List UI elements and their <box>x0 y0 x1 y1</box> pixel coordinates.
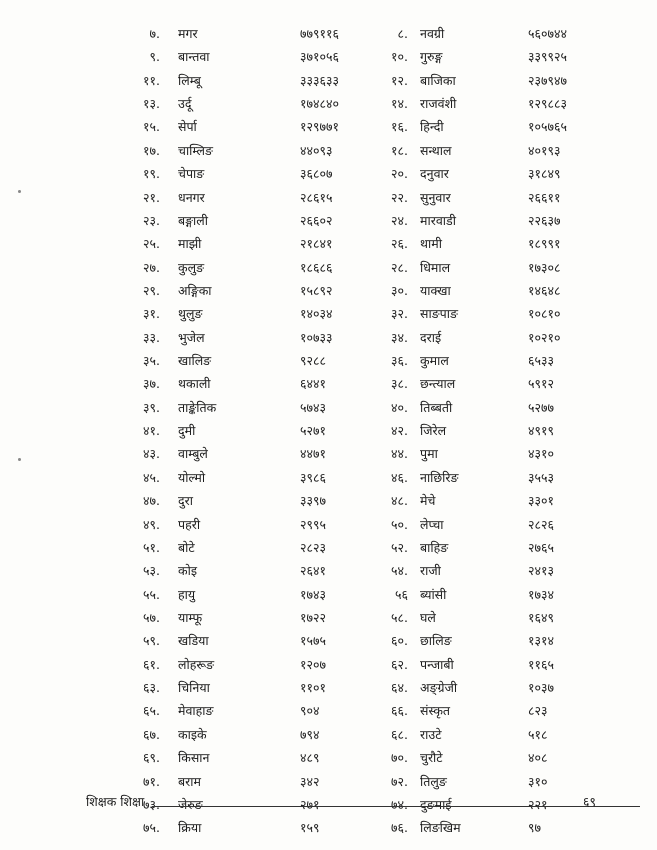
speaker-count-right: ३३०१ <box>528 493 555 509</box>
language-name-left: चिनिया <box>178 680 210 696</box>
serial-number-left: ६३. <box>143 680 160 696</box>
language-name-right: हिन्दी <box>420 119 444 135</box>
speaker-count-left: १४०३४ <box>300 306 333 322</box>
serial-number-left: ३५. <box>143 353 160 369</box>
language-name-right: घले <box>420 609 436 625</box>
serial-number-right: १८. <box>391 142 408 158</box>
language-name-left: काइके <box>178 726 207 742</box>
speaker-count-left: ३३९७ <box>300 493 327 509</box>
serial-number-left: ५३. <box>143 563 160 579</box>
speaker-count-left: ४४०९३ <box>300 142 333 158</box>
serial-number-right: २६. <box>391 236 408 252</box>
serial-number-right: ६०. <box>391 633 408 649</box>
language-name-right: बाजिका <box>420 72 456 88</box>
serial-number-left: ४७. <box>143 493 160 509</box>
language-name-left: थकाली <box>178 376 211 392</box>
language-name-left: मगर <box>178 26 198 41</box>
speaker-count-right: ६५३३ <box>528 353 555 369</box>
speaker-count-right: १०५७६५ <box>528 119 568 135</box>
table-row <box>0 256 657 279</box>
table-row <box>0 653 657 676</box>
language-name-left: हायु <box>178 586 196 602</box>
table-row <box>0 372 657 395</box>
serial-number-right: १०. <box>391 49 408 65</box>
table-row <box>0 45 657 68</box>
language-name-left: क्रिया <box>178 820 202 836</box>
speaker-count-left: १२९७७१ <box>300 119 340 135</box>
serial-number-left: ३१. <box>143 306 160 322</box>
serial-number-left: ७५. <box>143 820 160 836</box>
speaker-count-left: १५७५ <box>300 633 327 649</box>
language-name-right: गुरुङ्ग <box>420 49 443 65</box>
speaker-count-left: ९०४ <box>300 703 320 719</box>
speaker-count-right: ४३१० <box>528 446 555 462</box>
language-name-right: तिलुङ <box>420 773 447 789</box>
scan-speck <box>18 190 21 193</box>
speaker-count-left: १२०७ <box>300 656 327 672</box>
serial-number-left: ४९. <box>143 516 160 532</box>
language-name-right: दुङमाई <box>420 796 452 812</box>
language-name-right: धिमाल <box>420 259 451 275</box>
speaker-count-left: ७९४ <box>300 726 320 742</box>
speaker-count-left: १८६८६ <box>300 259 333 275</box>
table-row <box>0 326 657 349</box>
speaker-count-right: १७३४ <box>528 586 555 602</box>
table-row <box>0 583 657 606</box>
speaker-count-right: ५९१२ <box>528 376 555 392</box>
serial-number-left: ७. <box>149 26 160 41</box>
language-name-left: योल्मो <box>178 469 206 485</box>
language-name-left: बङ्गाली <box>178 212 209 228</box>
speaker-count-right: ५६०७४४ <box>528 26 568 41</box>
language-name-right: याक्खा <box>420 282 451 298</box>
speaker-count-left: १७२२ <box>300 609 327 625</box>
serial-number-left: ६७. <box>143 726 160 742</box>
serial-number-right: ३६. <box>391 353 408 369</box>
speaker-count-right: ४०१९३ <box>528 142 561 158</box>
speaker-count-left: ६४४१ <box>300 376 327 392</box>
speaker-count-right: १८९९१ <box>528 236 561 252</box>
language-name-right: लेप्चा <box>420 516 444 532</box>
serial-number-left: ५१. <box>143 539 160 555</box>
serial-number-right: ५८. <box>391 609 408 625</box>
language-name-left: धनगर <box>178 189 205 205</box>
speaker-count-right: २२६३७ <box>528 212 561 228</box>
serial-number-left: ५५. <box>143 586 160 602</box>
speaker-count-right: १६४९ <box>528 609 555 625</box>
language-name-right: साङपाङ <box>420 306 458 322</box>
speaker-count-left: ११०१ <box>300 680 327 696</box>
language-speakers-table <box>0 22 657 840</box>
serial-number-right: ६२. <box>391 656 408 672</box>
language-name-right: लिङखिम <box>420 820 461 836</box>
serial-number-right: ८. <box>397 26 408 41</box>
speaker-count-left: २८६१५ <box>300 189 333 205</box>
serial-number-right: १४. <box>391 96 408 112</box>
serial-number-left: ४५. <box>143 469 160 485</box>
serial-number-right: ४६. <box>391 469 408 485</box>
serial-number-right: ५६ <box>394 586 408 602</box>
speaker-count-left: ३४२ <box>300 773 320 789</box>
speaker-count-right: ५२७७ <box>528 399 555 415</box>
language-name-left: बराम <box>178 773 201 789</box>
serial-number-right: १२. <box>391 72 408 88</box>
serial-number-left: ५७. <box>143 609 160 625</box>
language-name-right: सुनुवार <box>420 189 451 205</box>
language-name-right: दनुवार <box>420 166 449 182</box>
language-name-right: राउटे <box>420 726 442 742</box>
language-name-left: बोटे <box>178 539 195 555</box>
serial-number-right: ४८. <box>391 493 408 509</box>
serial-number-right: ७६. <box>391 820 408 836</box>
language-name-left: कुलुङ <box>178 259 205 275</box>
speaker-count-right: १०८१० <box>528 306 561 322</box>
table-row <box>0 513 657 536</box>
serial-number-left: ६५. <box>143 703 160 719</box>
language-name-left: किसान <box>178 750 210 766</box>
language-name-right: राजवंशी <box>420 96 457 112</box>
serial-number-right: ७४. <box>391 796 408 812</box>
serial-number-left: २९. <box>143 282 160 298</box>
speaker-count-left: १७४८४० <box>300 96 340 112</box>
speaker-count-right: ९७ <box>528 820 542 836</box>
serial-number-left: २७. <box>143 259 160 275</box>
table-row <box>0 442 657 465</box>
table-row <box>0 699 657 722</box>
speaker-count-left: ४८९ <box>300 750 320 766</box>
speaker-count-left: ३९८६ <box>300 469 327 485</box>
table-row <box>0 723 657 746</box>
speaker-count-left: ४४७१ <box>300 446 327 462</box>
language-name-left: बान्तवा <box>178 49 210 65</box>
table-row <box>0 139 657 162</box>
speaker-count-right: १०३७ <box>528 680 555 696</box>
language-name-left: चेपाङ <box>178 166 205 182</box>
language-name-left: कोइ <box>178 563 197 579</box>
language-name-right: छालिङ <box>420 633 452 649</box>
serial-number-right: २४. <box>391 212 408 228</box>
language-name-right: पुमा <box>420 446 438 462</box>
speaker-count-right: ८२३ <box>528 703 548 719</box>
speaker-count-right: ३५५३ <box>528 469 555 485</box>
speaker-count-left: ३६८०७ <box>300 166 333 182</box>
language-name-right: थामी <box>420 236 442 252</box>
language-name-left: पहरी <box>178 516 201 532</box>
serial-number-left: ७३. <box>143 796 160 812</box>
language-name-right: नाछिरिङ <box>420 469 459 485</box>
table-row <box>0 559 657 582</box>
table-row <box>0 606 657 629</box>
speaker-count-right: २७६५ <box>528 539 555 555</box>
serial-number-left: २१. <box>143 189 160 205</box>
speaker-count-right: ५१८ <box>528 726 548 742</box>
serial-number-right: ३८. <box>391 376 408 392</box>
serial-number-right: ३४. <box>391 329 408 345</box>
scan-speck <box>18 458 21 461</box>
table-row <box>0 746 657 769</box>
speaker-count-left: २७१ <box>300 796 320 812</box>
serial-number-right: ५२. <box>391 539 408 555</box>
serial-number-right: २२. <box>391 189 408 205</box>
serial-number-right: १६. <box>391 119 408 135</box>
serial-number-right: ४०. <box>391 399 408 415</box>
serial-number-left: ६९. <box>143 750 160 766</box>
language-name-right: तिब्बती <box>420 399 453 415</box>
footer-title: शिक्षक शिक्षा <box>86 794 145 809</box>
language-name-left: लिम्बू <box>178 72 201 88</box>
language-name-left: उर्दू <box>178 96 192 112</box>
table-row <box>0 22 657 45</box>
table-row <box>0 396 657 419</box>
language-name-right: अङ्ग्रेजी <box>420 680 458 696</box>
serial-number-left: ३३. <box>143 329 160 345</box>
serial-number-right: ५०. <box>391 516 408 532</box>
language-name-right: सन्थाल <box>420 142 452 158</box>
table-row <box>0 816 657 839</box>
language-name-left: सेर्पा <box>178 119 197 135</box>
language-name-right: ब्यांसी <box>420 586 447 602</box>
speaker-count-right: १४६४८ <box>528 282 561 298</box>
serial-number-left: १३. <box>143 96 160 112</box>
speaker-count-right: १७३०८ <box>528 259 561 275</box>
language-name-left: खालिङ <box>178 353 212 369</box>
serial-number-left: ६१. <box>143 656 160 672</box>
speaker-count-right: ४९१९ <box>528 423 555 439</box>
language-name-right: छन्त्याल <box>420 376 456 392</box>
table-row <box>0 279 657 302</box>
serial-number-right: ७२. <box>391 773 408 789</box>
table-row <box>0 209 657 232</box>
table-row <box>0 676 657 699</box>
speaker-count-right: २६६११ <box>528 189 561 205</box>
serial-number-right: ६८. <box>391 726 408 742</box>
serial-number-left: ४३. <box>143 446 160 462</box>
language-name-right: संस्कृत <box>420 703 451 719</box>
table-row <box>0 536 657 559</box>
language-name-right: कुमाल <box>420 353 449 369</box>
speaker-count-right: ४०८ <box>528 750 548 766</box>
table-row <box>0 629 657 652</box>
serial-number-right: २०. <box>391 166 408 182</box>
serial-number-right: ३२. <box>391 306 408 322</box>
speaker-count-left: २१८४१ <box>300 236 333 252</box>
language-name-right: नवग्री <box>420 26 445 41</box>
speaker-count-left: ५२७१ <box>300 423 327 439</box>
speaker-count-left: १०७३३ <box>300 329 333 345</box>
page-footer <box>86 793 596 813</box>
language-name-left: भुजेल <box>178 329 205 345</box>
table-row <box>0 186 657 209</box>
speaker-count-left: २९९५ <box>300 516 327 532</box>
speaker-count-left: १५८९२ <box>300 282 333 298</box>
language-name-left: चाम्लिङ <box>178 142 213 158</box>
speaker-count-right: २२१ <box>528 796 548 812</box>
serial-number-right: ३०. <box>391 282 408 298</box>
speaker-count-left: ५७४३ <box>300 399 327 415</box>
table-row <box>0 232 657 255</box>
speaker-count-right: ११६५ <box>528 656 555 672</box>
speaker-count-right: १३१४ <box>528 633 555 649</box>
language-name-left: याम्फू <box>178 609 203 625</box>
language-name-left: जेरुङ <box>178 796 203 812</box>
speaker-count-right: ३३९९२५ <box>528 49 568 65</box>
table-row <box>0 770 657 793</box>
speaker-count-left: ९२८८ <box>300 353 327 369</box>
serial-number-right: ६६. <box>391 703 408 719</box>
serial-number-right: ५४. <box>391 563 408 579</box>
page-number: ६९ <box>582 794 596 809</box>
speaker-count-right: १२९८८३ <box>528 96 568 112</box>
language-name-right: राजी <box>420 563 441 579</box>
language-name-left: माझी <box>178 236 202 252</box>
table-row <box>0 466 657 489</box>
speaker-count-right: १०२१० <box>528 329 561 345</box>
speaker-count-right: ३१८४९ <box>528 166 561 182</box>
table-row <box>0 489 657 512</box>
language-name-left: दुमी <box>178 423 196 439</box>
serial-number-right: २८. <box>391 259 408 275</box>
language-name-right: पन्जाबी <box>420 656 454 672</box>
serial-number-left: ९. <box>149 49 160 65</box>
serial-number-left: १७. <box>143 142 160 158</box>
table-row <box>0 302 657 325</box>
serial-number-left: ११. <box>143 72 160 88</box>
speaker-count-left: १५९ <box>300 820 320 836</box>
language-name-right: चुरौटे <box>420 750 443 766</box>
serial-number-left: १९. <box>143 166 160 182</box>
serial-number-left: ४१. <box>143 423 160 439</box>
speaker-count-left: ३७१०५६ <box>300 49 340 65</box>
serial-number-left: ५९. <box>143 633 160 649</box>
speaker-count-left: २६४१ <box>300 563 327 579</box>
language-name-left: ताङ्केतिक <box>178 399 217 415</box>
language-name-left: मेवाहाङ <box>178 703 214 719</box>
serial-number-left: ३७. <box>143 376 160 392</box>
speaker-count-left: १७४३ <box>300 586 327 602</box>
serial-number-right: ७०. <box>391 750 408 766</box>
language-name-left: थुलुङ <box>178 306 203 322</box>
table-row <box>0 419 657 442</box>
language-name-right: दराई <box>420 329 442 345</box>
table-row <box>0 162 657 185</box>
speaker-count-left: २६६०२ <box>300 212 333 228</box>
speaker-count-right: २३७९४७ <box>528 72 568 88</box>
table-row <box>0 349 657 372</box>
language-name-left: दुरा <box>178 493 193 509</box>
serial-number-left: ७१. <box>143 773 160 789</box>
serial-number-left: १५. <box>143 119 160 135</box>
language-name-left: अङ्गिका <box>178 282 212 298</box>
serial-number-right: ४४. <box>391 446 408 462</box>
language-name-right: मेचे <box>420 493 436 509</box>
language-name-right: बाहिङ <box>420 539 449 555</box>
table-row <box>0 92 657 115</box>
serial-number-right: ६४. <box>391 680 408 696</box>
speaker-count-right: २४१३ <box>528 563 555 579</box>
speaker-count-right: २८२६ <box>528 516 555 532</box>
language-name-right: जिरेल <box>420 423 447 439</box>
speaker-count-left: २८२३ <box>300 539 327 555</box>
language-name-left: वाम्बुले <box>178 446 208 462</box>
serial-number-left: २३. <box>143 212 160 228</box>
speaker-count-right: ३१० <box>528 773 548 789</box>
language-name-left: खडिया <box>178 633 209 649</box>
serial-number-left: २५. <box>143 236 160 252</box>
speaker-count-left: ३३३६३३ <box>300 72 340 88</box>
speaker-count-left: ७७९११६ <box>300 26 340 41</box>
serial-number-left: ३९. <box>143 399 160 415</box>
serial-number-right: ४२. <box>391 423 408 439</box>
table-row <box>0 115 657 138</box>
language-name-left: लोहरूङ <box>178 656 215 672</box>
language-name-right: मारवाडी <box>420 212 456 228</box>
table-row <box>0 69 657 92</box>
